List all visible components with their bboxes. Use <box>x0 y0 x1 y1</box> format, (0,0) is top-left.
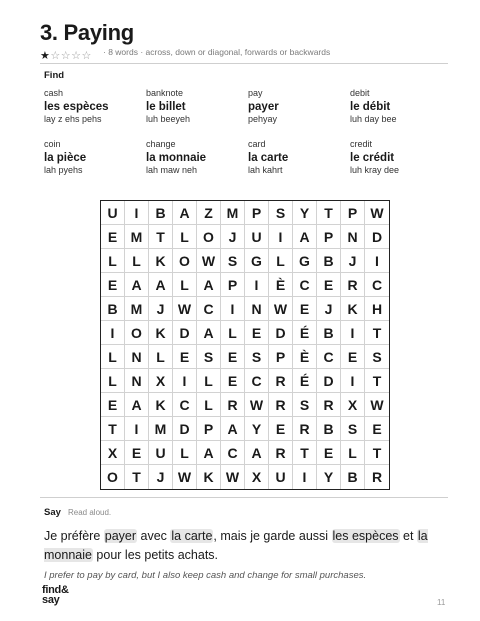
grid-cell[interactable]: O <box>101 465 125 489</box>
grid-cell[interactable]: J <box>221 225 245 249</box>
page-title: 3. Paying <box>40 20 134 45</box>
grid-cell[interactable]: I <box>365 249 389 273</box>
highlighted-word: payer <box>104 529 137 543</box>
grid-cell[interactable]: P <box>221 273 245 297</box>
grid-cell[interactable]: C <box>317 345 341 369</box>
grid-cell[interactable]: É <box>293 369 317 393</box>
grid-cell[interactable]: D <box>317 369 341 393</box>
grid-cell[interactable]: I <box>245 273 269 297</box>
grid-cell[interactable]: K <box>197 465 221 489</box>
word-english: change <box>146 139 176 149</box>
grid-cell[interactable]: A <box>173 201 197 225</box>
word-pronunciation: lah pyehs <box>44 165 83 175</box>
word-english: card <box>248 139 266 149</box>
grid-cell[interactable]: P <box>317 225 341 249</box>
grid-cell[interactable]: M <box>125 225 149 249</box>
grid-cell[interactable]: U <box>149 441 173 465</box>
brand-logo <box>42 585 69 605</box>
grid-cell[interactable]: C <box>245 369 269 393</box>
grid-cell[interactable]: I <box>101 321 125 345</box>
highlighted-word: les espèces <box>332 529 399 543</box>
sentence-text: avec <box>137 529 171 543</box>
grid-cell[interactable]: I <box>341 369 365 393</box>
grid-cell[interactable]: I <box>125 417 149 441</box>
grid-cell[interactable]: L <box>125 249 149 273</box>
grid-cell[interactable]: N <box>341 225 365 249</box>
grid-cell[interactable]: Y <box>245 417 269 441</box>
grid-cell[interactable]: T <box>293 441 317 465</box>
grid-cell[interactable]: A <box>293 225 317 249</box>
grid-cell[interactable]: Y <box>293 201 317 225</box>
grid-cell[interactable]: X <box>245 465 269 489</box>
grid-cell[interactable]: R <box>293 417 317 441</box>
grid-cell[interactable]: G <box>293 249 317 273</box>
grid-cell[interactable]: R <box>269 393 293 417</box>
star-empty-icon: ☆☆☆☆ <box>50 50 92 62</box>
grid-cell[interactable]: C <box>173 393 197 417</box>
grid-cell[interactable]: T <box>317 201 341 225</box>
grid-cell[interactable]: R <box>269 369 293 393</box>
grid-cell[interactable]: H <box>365 297 389 321</box>
logo-line: say <box>42 594 60 606</box>
word-french: les espèces <box>44 101 109 113</box>
difficulty-rating <box>40 49 92 62</box>
grid-cell[interactable]: L <box>197 369 221 393</box>
grid-cell[interactable]: M <box>149 417 173 441</box>
say-label: Say <box>44 507 61 518</box>
grid-cell[interactable]: C <box>365 273 389 297</box>
grid-cell[interactable]: I <box>125 201 149 225</box>
grid-cell[interactable]: S <box>365 345 389 369</box>
grid-cell[interactable]: C <box>221 441 245 465</box>
word-search-grid <box>100 200 390 490</box>
word-item <box>350 139 452 176</box>
grid-cell[interactable]: L <box>101 369 125 393</box>
word-list <box>44 88 454 176</box>
grid-cell[interactable]: È <box>269 273 293 297</box>
word-item <box>44 139 146 176</box>
grid-cell[interactable]: R <box>317 393 341 417</box>
grid-cell[interactable]: L <box>101 345 125 369</box>
grid-cell[interactable]: D <box>269 321 293 345</box>
grid-cell[interactable]: X <box>149 369 173 393</box>
grid-cell[interactable]: A <box>125 393 149 417</box>
grid-cell[interactable]: S <box>269 201 293 225</box>
grid-cell[interactable]: C <box>197 297 221 321</box>
grid-cell[interactable]: E <box>125 441 149 465</box>
grid-cell[interactable]: L <box>173 273 197 297</box>
grid-cell[interactable]: A <box>149 273 173 297</box>
grid-cell[interactable]: È <box>293 345 317 369</box>
word-pronunciation: lah maw neh <box>146 165 198 175</box>
grid-cell[interactable]: L <box>173 225 197 249</box>
grid-cell[interactable]: D <box>365 225 389 249</box>
grid-cell[interactable]: J <box>341 249 365 273</box>
grid-cell[interactable]: P <box>269 345 293 369</box>
page-number: 11 <box>437 598 446 607</box>
word-english: debit <box>350 88 370 98</box>
word-pronunciation: lay z ehs pehs <box>44 114 102 124</box>
logo-line: find& <box>42 584 69 596</box>
sentence-text: Je préfère <box>44 529 104 543</box>
grid-cell[interactable]: I <box>269 225 293 249</box>
grid-cell[interactable]: I <box>173 369 197 393</box>
grid-cell[interactable]: I <box>341 321 365 345</box>
grid-cell[interactable]: B <box>341 465 365 489</box>
word-english: pay <box>248 88 263 98</box>
grid-cell[interactable]: S <box>293 393 317 417</box>
grid-cell[interactable]: Y <box>317 465 341 489</box>
grid-cell[interactable]: I <box>293 465 317 489</box>
grid-cell[interactable]: T <box>365 441 389 465</box>
word-pronunciation: lah kahrt <box>248 165 283 175</box>
grid-cell[interactable]: E <box>221 345 245 369</box>
grid-cell[interactable]: T <box>149 225 173 249</box>
word-pronunciation: luh beeyeh <box>146 114 191 124</box>
grid-cell[interactable]: M <box>125 297 149 321</box>
grid-cell[interactable]: E <box>173 345 197 369</box>
grid-cell[interactable]: T <box>101 417 125 441</box>
sentence-text: pour les petits achats. <box>92 548 219 562</box>
grid-cell[interactable]: A <box>245 441 269 465</box>
word-item <box>350 88 452 125</box>
grid-cell[interactable]: U <box>269 465 293 489</box>
grid-cell[interactable]: É <box>293 321 317 345</box>
grid-cell[interactable]: U <box>245 225 269 249</box>
grid-cell[interactable]: E <box>317 273 341 297</box>
grid-cell[interactable]: R <box>341 273 365 297</box>
grid-cell[interactable]: E <box>317 441 341 465</box>
grid-cell[interactable]: A <box>197 321 221 345</box>
highlighted-word: la carte <box>171 529 213 543</box>
grid-cell[interactable]: W <box>365 393 389 417</box>
divider <box>40 497 448 498</box>
word-item <box>146 88 248 125</box>
sentence-text: et <box>399 529 417 543</box>
word-pronunciation: luh day bee <box>350 114 397 124</box>
grid-cell[interactable]: C <box>293 273 317 297</box>
word-french: la monnaie <box>146 152 207 164</box>
grid-cell[interactable]: T <box>125 465 149 489</box>
word-item <box>146 139 248 176</box>
say-hint: Read aloud. <box>68 508 112 517</box>
grid-cell[interactable]: L <box>173 441 197 465</box>
grid-cell[interactable]: J <box>149 465 173 489</box>
puzzle-meta: · 8 words · across, down or diagonal, forwards or backwards <box>103 47 331 57</box>
grid-cell[interactable]: E <box>101 225 125 249</box>
grid-cell[interactable]: R <box>269 441 293 465</box>
grid-cell[interactable]: L <box>269 249 293 273</box>
grid-cell[interactable]: Z <box>197 201 221 225</box>
grid-cell[interactable]: L <box>101 249 125 273</box>
grid-cell[interactable]: S <box>245 345 269 369</box>
sentence-text: , mais je garde aussi <box>213 529 332 543</box>
grid-cell[interactable]: N <box>125 369 149 393</box>
grid-cell[interactable]: B <box>317 321 341 345</box>
grid-cell[interactable]: W <box>245 393 269 417</box>
grid-cell[interactable]: E <box>221 369 245 393</box>
highlighted-word: la monnaie <box>44 529 428 562</box>
grid-cell[interactable]: O <box>125 321 149 345</box>
grid-cell[interactable]: R <box>221 393 245 417</box>
grid-cell[interactable]: N <box>125 345 149 369</box>
word-french: la pièce <box>44 152 87 164</box>
grid-cell[interactable]: B <box>101 297 125 321</box>
grid-cell[interactable]: L <box>341 441 365 465</box>
grid-cell[interactable]: O <box>173 249 197 273</box>
grid-cell[interactable]: B <box>317 417 341 441</box>
grid-cell[interactable]: D <box>173 417 197 441</box>
grid-cell[interactable]: W <box>173 465 197 489</box>
grid-cell[interactable]: B <box>317 249 341 273</box>
grid-cell[interactable]: G <box>245 249 269 273</box>
grid-cell[interactable]: B <box>149 201 173 225</box>
grid-cell[interactable]: T <box>365 369 389 393</box>
grid-cell[interactable]: K <box>341 297 365 321</box>
grid-cell[interactable]: A <box>197 441 221 465</box>
grid-cell[interactable]: E <box>269 417 293 441</box>
find-label: Find <box>44 70 65 81</box>
grid-cell[interactable]: I <box>221 297 245 321</box>
grid-cell[interactable]: X <box>101 441 125 465</box>
grid-cell[interactable]: S <box>221 249 245 273</box>
grid-cell[interactable]: J <box>149 297 173 321</box>
grid-cell[interactable]: W <box>269 297 293 321</box>
word-pronunciation: luh kray dee <box>350 165 400 175</box>
grid-cell[interactable]: E <box>101 393 125 417</box>
word-french: la carte <box>248 152 289 164</box>
grid-cell[interactable]: E <box>101 273 125 297</box>
word-french: le débit <box>350 101 391 113</box>
word-english: banknote <box>146 88 184 98</box>
grid-cell[interactable]: W <box>197 249 221 273</box>
grid-cell[interactable]: P <box>197 417 221 441</box>
word-item <box>248 139 350 176</box>
grid-cell[interactable]: O <box>197 225 221 249</box>
grid-cell[interactable]: E <box>365 417 389 441</box>
word-english: coin <box>44 139 61 149</box>
word-french: le crédit <box>350 152 395 164</box>
grid-cell[interactable]: K <box>149 249 173 273</box>
grid-cell[interactable]: K <box>149 321 173 345</box>
grid-cell[interactable]: A <box>197 273 221 297</box>
grid-cell[interactable]: W <box>221 465 245 489</box>
grid-cell[interactable]: W <box>365 201 389 225</box>
word-french: le billet <box>146 101 186 113</box>
sentence-translation: I prefer to pay by card, but I also keep cash and change for small purchases. <box>44 570 367 581</box>
grid-cell[interactable]: R <box>371 469 383 485</box>
grid-cell[interactable]: E <box>245 321 269 345</box>
grid-cell[interactable]: J <box>317 297 341 321</box>
grid-cell[interactable]: M <box>221 201 245 225</box>
practice-sentence <box>44 527 444 565</box>
divider <box>40 63 448 64</box>
grid-cell[interactable]: L <box>221 321 245 345</box>
grid-cell[interactable]: E <box>293 297 317 321</box>
star-filled-icon: ★ <box>40 50 51 62</box>
grid-cell[interactable]: X <box>341 393 365 417</box>
word-english: cash <box>44 88 64 98</box>
grid-cell[interactable]: P <box>245 201 269 225</box>
grid-cell[interactable]: E <box>341 345 365 369</box>
grid-cell[interactable]: W <box>173 297 197 321</box>
grid-cell[interactable]: K <box>149 393 173 417</box>
grid-cell[interactable]: A <box>125 273 149 297</box>
word-item <box>248 88 350 125</box>
word-item <box>44 88 146 125</box>
grid-cell[interactable]: S <box>341 417 365 441</box>
word-english: credit <box>350 139 373 149</box>
grid-cell[interactable]: P <box>341 201 365 225</box>
grid-cell[interactable]: D <box>173 321 197 345</box>
grid-cell[interactable]: L <box>149 345 173 369</box>
grid-cell[interactable]: T <box>365 321 389 345</box>
grid-cell[interactable]: A <box>221 417 245 441</box>
grid-cell[interactable]: L <box>197 393 221 417</box>
grid-cell[interactable]: S <box>197 345 221 369</box>
grid-cell[interactable]: N <box>245 297 269 321</box>
word-pronunciation: pehyay <box>248 114 278 124</box>
grid-cell[interactable]: U <box>101 201 125 225</box>
word-french: payer <box>248 101 279 113</box>
